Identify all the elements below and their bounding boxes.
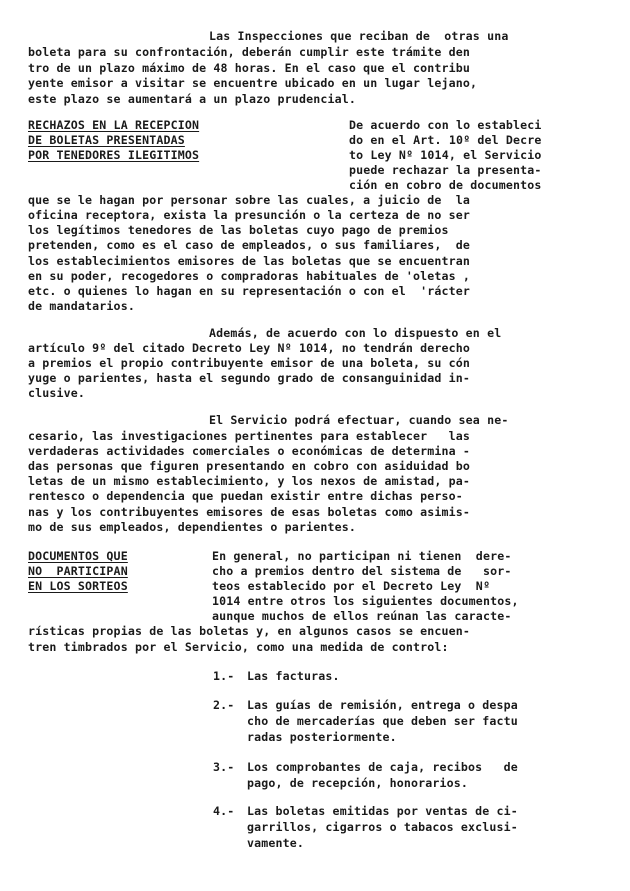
servicio-line: das personas que figuren presentando en cobro con asiduidad bo xyxy=(28,459,471,473)
rechazos-body-line: en su poder, recogedores o compradoras habituales de 'oletas , xyxy=(28,269,471,283)
documentos-heading-line: NO PARTICIPAN xyxy=(28,564,128,578)
rechazos-body-line: los legítimos tenedores de las boletas cuyo pago de premios xyxy=(28,223,449,237)
rechazos-heading-line: DE BOLETAS PRESENTADAS xyxy=(28,133,185,147)
documentos-side-line: aunque muchos de ellos reúnan las caracte- xyxy=(212,609,512,623)
documentos-side-line: teos establecido por el Decreto Ley Nº xyxy=(212,579,491,593)
servicio-line: El Servicio podrá efectuar, cuando sea ne- xyxy=(209,413,509,427)
list-item-line: Las facturas. xyxy=(247,669,340,683)
documentos-side-line: En general, no participan ni tienen dere- xyxy=(212,549,512,563)
rechazos-side-line: ción en cobro de documentos xyxy=(349,178,542,192)
list-item-number: 4.- xyxy=(213,804,235,818)
rechazos-body-line: oficina receptora, exista la presunción o la certeza de no ser xyxy=(28,208,471,222)
rechazos-body-line: pretenden, como es el caso de empleados, o sus familiares, de xyxy=(28,238,471,252)
rechazos-side-line: to Ley Nº 1014, el Servicio xyxy=(349,148,542,162)
articulo-line: clusive. xyxy=(28,386,86,400)
list-item-line: radas posteriormente. xyxy=(247,730,397,744)
rechazos-side-line: puede rechazar la presenta- xyxy=(349,163,542,177)
servicio-line: cesario, las investigaciones pertinentes para establecer las xyxy=(28,429,471,443)
articulo-line: yuge o parientes, hasta el segundo grado de consanguinidad in- xyxy=(28,371,471,385)
rechazos-heading-line: RECHAZOS EN LA RECEPCION xyxy=(28,118,200,132)
list-item-line: Las boletas emitidas por ventas de ci- xyxy=(247,804,518,818)
servicio-line: nas y los contribuyentes emisores de esas boletas como asimis- xyxy=(28,505,471,519)
documentos-body-line: rísticas propias de las boletas y, en algunos casos se encuen- xyxy=(28,624,471,638)
documentos-heading-line: EN LOS SORTEOS xyxy=(28,579,128,593)
intro-line: este plazo se aumentará a un plazo prudencial. xyxy=(28,92,356,106)
servicio-line: mo de sus empleados, dependientes o parientes. xyxy=(28,520,356,534)
intro-line: boleta para su confrontación, deberán cumplir este trámite den xyxy=(28,45,471,59)
list-item-line: garrillos, cigarros o tabacos exclusi- xyxy=(247,820,518,834)
documentos-heading-line: DOCUMENTOS QUE xyxy=(28,549,128,563)
rechazos-body-line: que se le hagan por personar sobre las cuales, a juicio de la xyxy=(28,193,471,207)
list-item-line: cho de mercaderías que deben ser factu xyxy=(247,714,518,728)
rechazos-side-line: De acuerdo con lo estableci xyxy=(349,118,542,132)
articulo-line: a premios el propio contribuyente emisor de una boleta, su cón xyxy=(28,356,471,370)
servicio-line: rentesco o dependencia que puedan existir entre dichas perso- xyxy=(28,489,463,503)
rechazos-body-line: de mandatarios. xyxy=(28,299,135,313)
rechazos-body-line: los establecimientos emisores de las boletas que se encuentran xyxy=(28,254,471,268)
list-item-line: Los comprobantes de caja, recibos de xyxy=(247,760,518,774)
rechazos-side-line: do en el Art. 10º del Decre xyxy=(349,133,542,147)
documentos-side-line: 1014 entre otros los siguientes documentos, xyxy=(212,594,519,608)
servicio-line: verdaderas actividades comerciales o económicas de determina - xyxy=(28,444,471,458)
rechazos-heading-line: POR TENEDORES ILEGITIMOS xyxy=(28,148,200,162)
list-item-number: 3.- xyxy=(213,760,235,774)
documentos-side-line: cho a premios dentro del sistema de sor- xyxy=(212,564,512,578)
servicio-line: letas de un mismo establecimiento, y los nexos de amistad, pa- xyxy=(28,474,471,488)
articulo-line: Además, de acuerdo con lo dispuesto en el xyxy=(209,326,502,340)
list-item-line: pago, de recepción, honorarios. xyxy=(247,776,469,790)
list-item-line: Las guías de remisión, entrega o despa xyxy=(247,698,518,712)
list-item-number: 1.- xyxy=(213,669,235,683)
intro-line: Las Inspecciones que reciban de otras una xyxy=(209,29,509,43)
list-item-number: 2.- xyxy=(213,698,235,712)
documentos-body-line: tren timbrados por el Servicio, como una medida de control: xyxy=(28,640,449,654)
list-item-line: vamente. xyxy=(247,836,305,850)
rechazos-body-line: etc. o quienes lo hagan en su representación o con el 'rácter xyxy=(28,284,471,298)
articulo-line: artículo 9º del citado Decreto Ley Nº 1014, no tendrán derecho xyxy=(28,341,471,355)
intro-line: tro de un plazo máximo de 48 horas. En el caso que el contribu xyxy=(28,61,471,75)
intro-line: yente emisor a visitar se encuentre ubicado en un lugar lejano, xyxy=(28,76,478,90)
